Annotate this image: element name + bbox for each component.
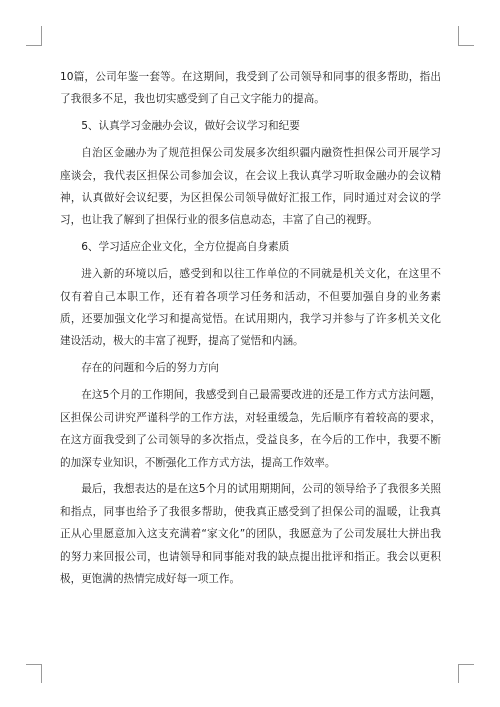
crop-mark-top-right — [458, 26, 459, 45]
paragraph: 10篇，公司年鉴一套等。在这期间，我受到了公司领导和同事的很多帮助，指出了我很多不足，我也切实感受到了自己文字能力的提高。 — [60, 71, 441, 106]
crop-mark-bottom-right — [458, 664, 459, 683]
crop-mark-bottom-left — [41, 664, 42, 683]
paragraph: 最后，我想表达的是在这5个月的试用期期间，公司的领导给予了我很多关照和指点，同事也给予了我很多帮助，使我真正感受到了担保公司的温暖，让我真正从心里愿意加入这支充满着“家文化”的团队，我愿意为了公司发展壮大拼出我的努力来回报公司，也请领导和同事能对我的缺点提出批评和指正。我会以更积极，更饱满的热情完成好每一项工作。 — [60, 483, 441, 586]
crop-mark-top-left — [41, 26, 42, 45]
paragraph: 在这5个月的工作期间，我感受到自己最需要改进的还是工作方式方法问题，区担保公司讲究严谨科学的工作方法，对轻重缓急，先后顺序有着较高的要求，在这方面我受到了公司领导的多次指点，受益良多，在今后的工作中，我要不断的加深专业知识，不断强化工作方式方法，提高工作效率。 — [60, 389, 441, 469]
crop-mark-top-right — [458, 45, 474, 46]
crop-mark-top-left — [26, 45, 42, 46]
document-body — [60, 66, 441, 595]
crop-mark-bottom-right — [458, 664, 474, 665]
section-heading: 6、学习适应企业文化，全方位提高自身素质 — [81, 241, 290, 254]
section-heading: 存在的问题和今后的努力方向 — [81, 362, 219, 375]
crop-mark-bottom-left — [26, 664, 42, 665]
section-heading: 5、认真学习金融办会议，做好会议学习和纪要 — [81, 120, 300, 133]
paragraph: 进入新的环境以后，感受到和以往工作单位的不同就是机关文化，在这里不仅有着自己本职工作，还有着各项学习任务和活动，不但要加强自身的业务素质，还要加强文化学习和提高觉悟。在试用期内，我学习并参与了许多机关文化建设活动，极大的丰富了视野，提高了觉悟和内涵。 — [60, 268, 441, 348]
paragraph: 自治区金融办为了规范担保公司发展多次组织疆内融资性担保公司开展学习座谈会，我代表区担保公司参加会议，在会议上我认真学习听取金融办的会议精神，认真做好会议纪要，为区担保公司领导做好汇报工作，同时通过对会议的学习，也让我了解到了担保行业的很多信息动态，丰富了自己的视野。 — [60, 147, 441, 227]
